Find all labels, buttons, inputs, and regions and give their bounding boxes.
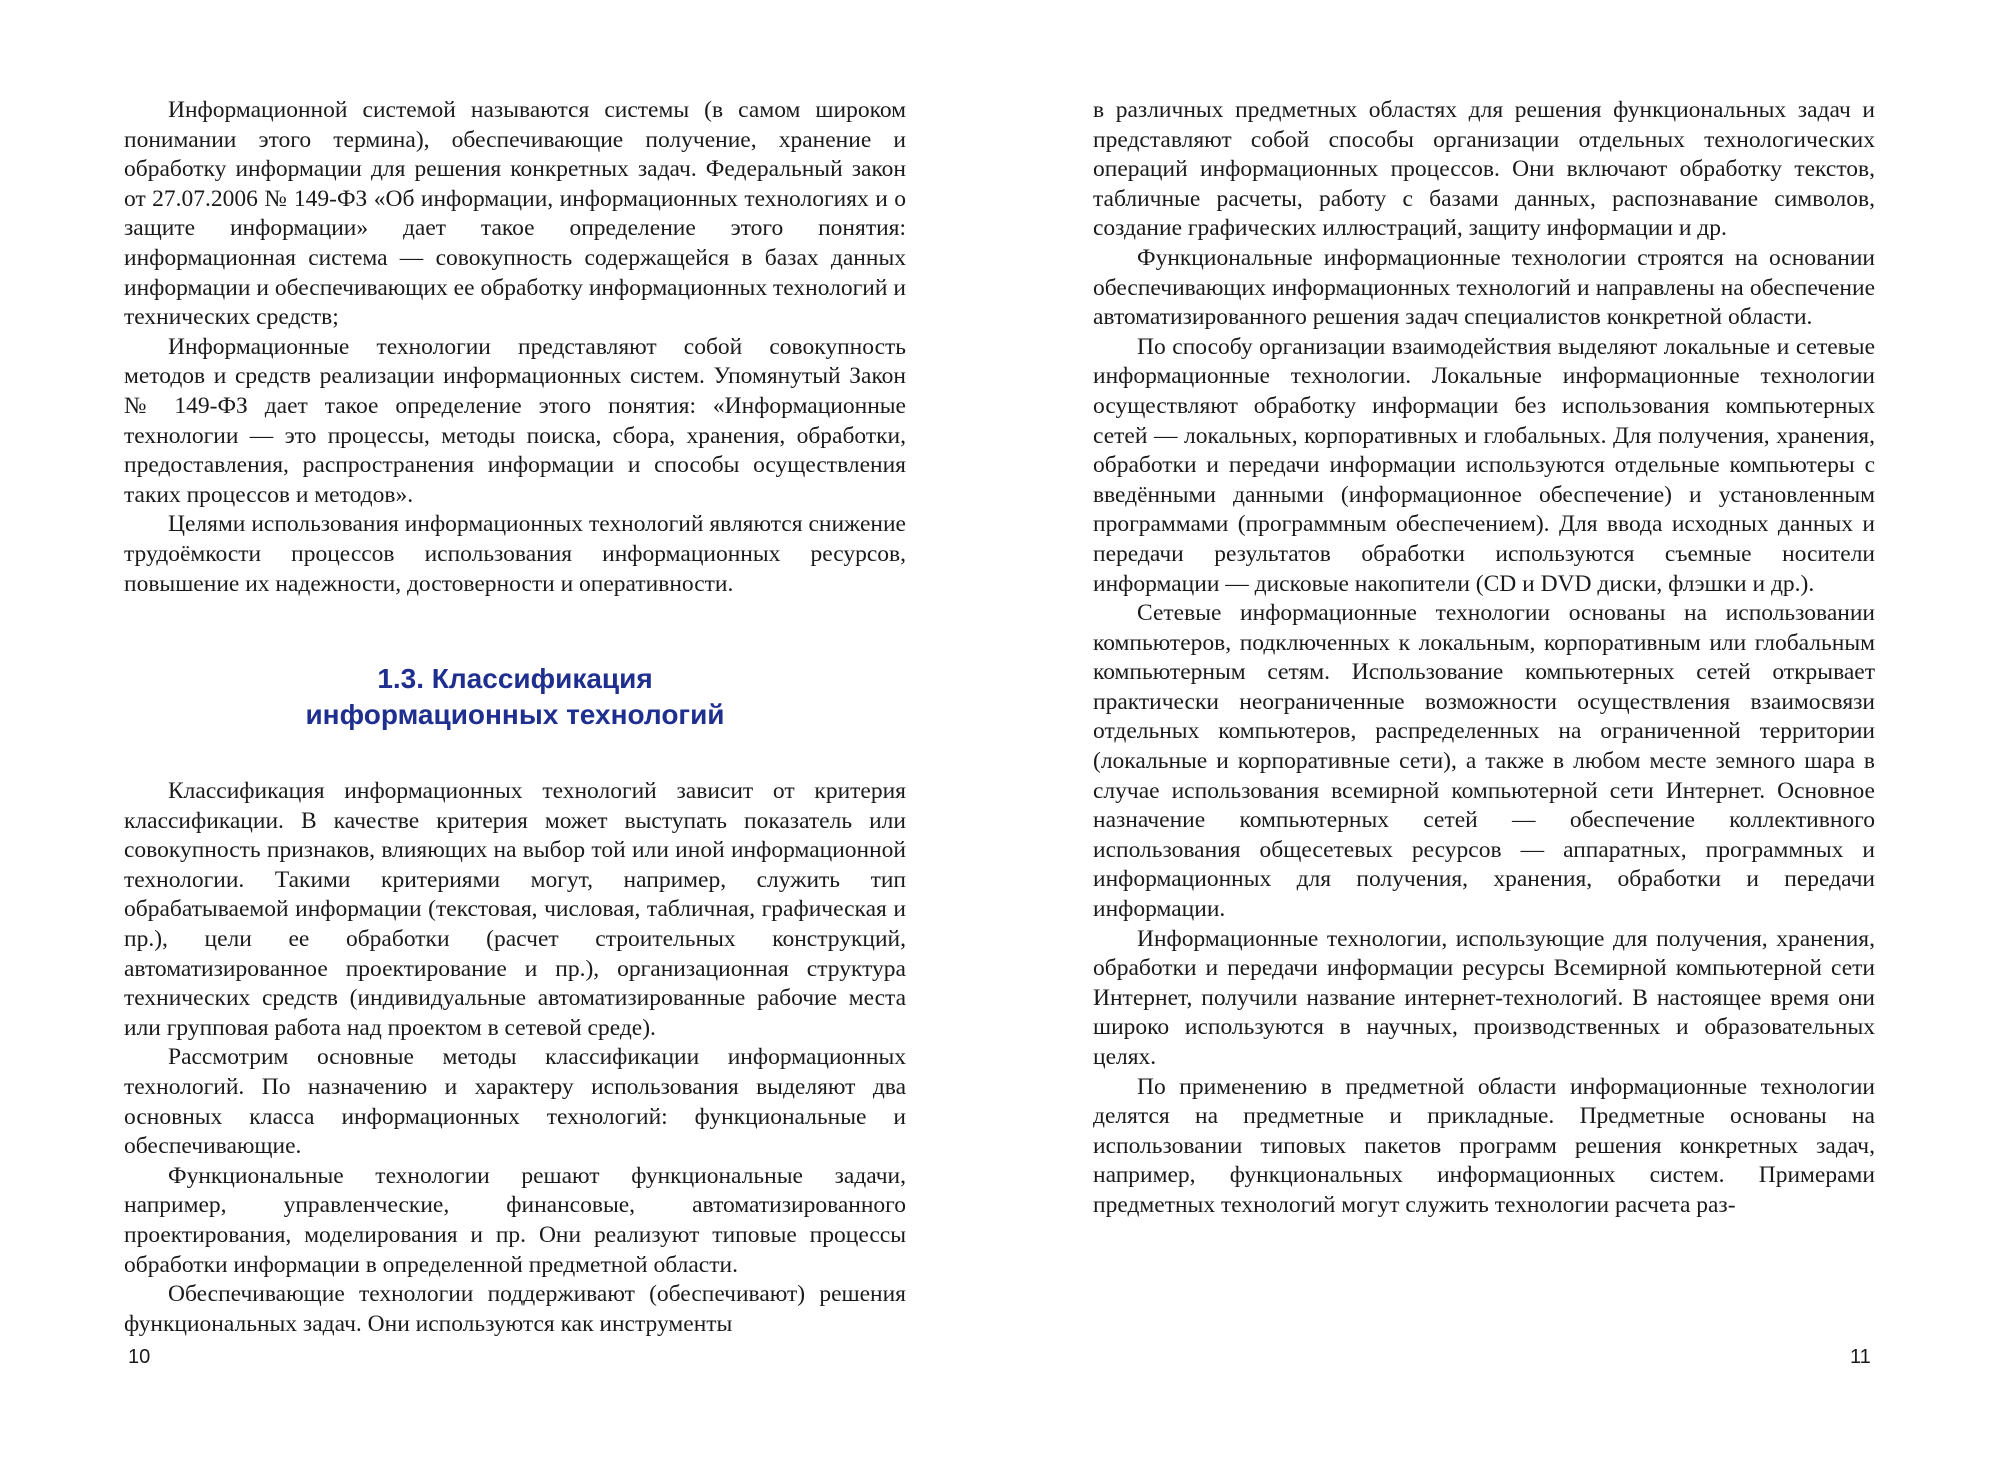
section-heading-line-2: информационных технологий xyxy=(305,699,725,731)
page-number-left: 10 xyxy=(128,1346,151,1368)
left-page xyxy=(124,96,906,1339)
paragraph: в различных предметных областях для решения функциональных задач и представляют собой способы организации отдельных технологических операций информационных процессов. Они включают обработку текстов, табличные расчеты, работу с базами данных, распознавание символов, создание графических иллюстраций, защиту информации и др. xyxy=(1093,97,1875,242)
paragraph: Информационные технологии, использующие для получения, хранения, обработки и передачи информации ресурсы Всемирной компьютерной сети Интернет, получили название интернет-технологий. В настоящее время они широко используются в научных, производственных и образовательных целях. xyxy=(1093,925,1875,1070)
paragraph: Информационной системой называются системы (в самом широком понимании этого термина), обеспечивающие получение, хранение и обработку информации для решения конкретных задач. Федеральный закон от 27.07.2006 № 149-ФЗ «Об информации, информационных технологиях и о защите информации» дает такое определение этого понятия: информационная система — совокупность содержащейся в базах данных информации и обеспечивающих ее обработку информационных технологий и технических средств; xyxy=(124,97,906,331)
paragraph: Классификация информационных технологий зависит от критерия классификации. В качестве критерия может выступать показатель или совокупность признаков, влияющих на выбор той или иной информационной технологии. Такими критериями могут, например, служить тип обрабатываемой информации (текстовая, числовая, табличная, графическая и пр.), цели ее обработки (расчет строительных конструкций, автоматизированное проектирование и пр.), организационная структура технических средств (индивидуальные автоматизированные рабочие места или групповая работа над проектом в сетевой среде). xyxy=(124,778,906,1041)
paragraph: Рассмотрим основные методы классификации информационных технологий. По назначению и характеру использования выделяют два основных класса информационных технологий: функциональные и обеспечивающие. xyxy=(124,1044,906,1160)
paragraph: По применению в предметной области информационные технологии делятся на предметные и прикладные. Предметные основаны на использовании типовых пакетов программ решения конкретных задач, например, функциональных информационных систем. Примерами предметных технологий могут служить технологии расчета раз- xyxy=(1093,1073,1875,1218)
right-page xyxy=(1093,96,1875,1221)
section-heading xyxy=(124,661,906,733)
paragraph: Целями использования информационных технологий являются снижение трудоёмкости процессов использования информационных ресурсов, повышение их надежности, достоверности и оперативности. xyxy=(124,511,906,597)
page-number-right: 11 xyxy=(1850,1346,1871,1368)
paragraph: По способу организации взаимодействия выделяют локальные и сетевые информационные технологии. Локальные информационные технологии осуществляют обработку информации без использования компьютерных сетей — локальных, корпоративных и глобальных. Для получения, хранения, обработки и передачи информации используются отдельные компьютеры с введёнными данными (информационное обеспечение) и установленным программами (программным обеспечением). Для ввода исходных данных и передачи результатов обработки используются съемные носители информации — дисковые накопители (CD и DVD диски, флэшки и др.). xyxy=(1093,333,1875,597)
paragraph: Обеспечивающие технологии поддерживают (обеспечивают) решения функциональных задач. Они используются как инструменты xyxy=(124,1281,906,1337)
paragraph: Функциональные технологии решают функциональные задачи, например, управленческие, финансовые, автоматизированного проектирования, моделирования и пр. Они реализуют типовые процессы обработки информации в определенной предметной области. xyxy=(124,1162,906,1278)
paragraph: Сетевые информационные технологии основаны на использовании компьютеров, подключенных к локальным, корпоративным или глобальным компьютерным сетям. Использование компьютерных сетей открывает практически неограниченные возможности осуществления взаимосвязи отдельных компьютеров, распределенных на ограниченной территории (локальные и корпоративные сети), а также в любом месте земного шара в случае использования всемирной компьютерной сети Интернет. Основное назначение компьютерных сетей — обеспечение коллективного использования общесетевых ресурсов — аппаратных, программных и информационных для получения, хранения, обработки и передачи информации. xyxy=(1093,600,1875,923)
paragraph: Функциональные информационные технологии строятся на основании обеспечивающих информационных технологий и направлены на обеспечение автоматизированного решения задач специалистов конкретной области. xyxy=(1093,244,1875,331)
paragraph: Информационные технологии представляют собой совокупность методов и средств реализации информационных систем. Упомянутый Закон № 149-ФЗ дает такое определение этого понятия: «Информационные технологии — это процессы, методы поиска, сбора, хранения, обработки, предоставления, распространения информации и способы осуществления таких процессов и методов». xyxy=(124,333,906,508)
section-heading-line-1: 1.3. Классификация xyxy=(377,663,653,695)
